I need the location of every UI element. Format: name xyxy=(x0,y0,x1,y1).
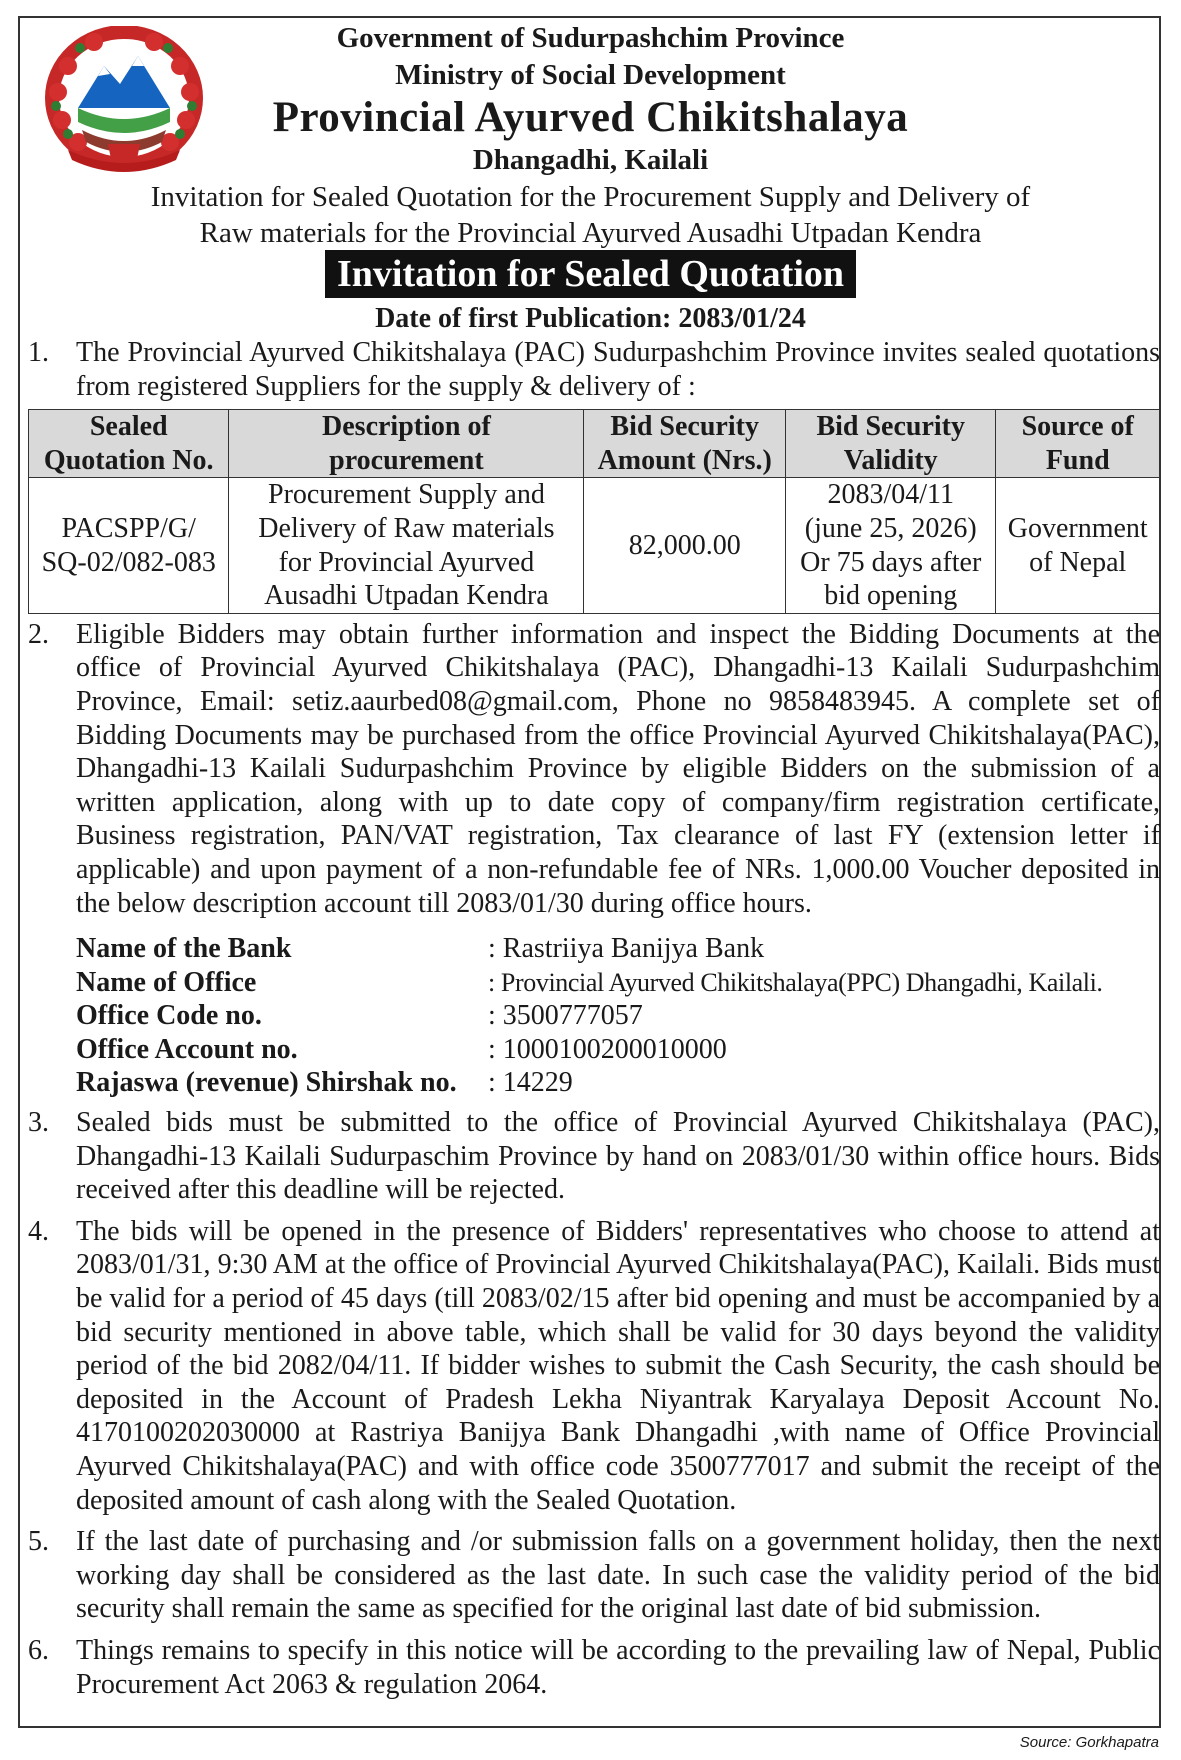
list-item xyxy=(28,1215,1160,1517)
cell-description: Procurement Supply and Delivery of Raw materials for Provincial Ayurved Ausadhi Utpadan Kendra xyxy=(229,478,584,613)
list-item xyxy=(28,1106,1160,1207)
header-bid-security-amount: Bid Security Amount (Nrs.) xyxy=(584,410,786,478)
item-number: 2. xyxy=(28,618,49,650)
bank-details xyxy=(76,932,1160,1100)
bank-value: : Rastriiya Banijya Bank xyxy=(488,933,765,965)
bank-row xyxy=(76,999,1160,1033)
header-bid-security-validity: Bid Security Validity xyxy=(785,410,996,478)
ministry-name: Ministry of Social Development xyxy=(395,59,786,91)
bank-row xyxy=(76,1033,1160,1067)
header-source-of-fund: Source of Fund xyxy=(996,410,1160,478)
table-row xyxy=(29,478,1160,613)
item-text: Eligible Bidders may obtain further information and inspect the Bidding Documents at the office of Provincial Ayurved Chikitshalaya (PAC), Dhangadhi-13 Kailali Sudurpashchim Province, Email: setiz.aaurbed08@gmail.com, Phone no 9858483945. A complete set of Bidding Documents may be purchased from the office Provincial Ayurved Chikitshalaya(PAC), Dhangadhi-13 Kailali Sudurpashchim Province by eligible Bidders on the submission of a written application, along with up to date copy of company/firm registration certificate, Business registration, PAN/VAT registration, Tax clearance of last FY (extension letter if applicable) and upon payment of a non-refundable fee of NRs. 1,000.00 Voucher deposited in the below description account till 2083/01/30 during office hours. xyxy=(76,618,1160,919)
bank-value: : Provincial Ayurved Chikitshalaya(PPC) Dhangadhi, Kailali. xyxy=(488,967,1103,997)
publication-date: Date of first Publication: 2083/01/24 xyxy=(375,303,806,334)
bank-key: Office Account no. xyxy=(76,1033,298,1065)
list-item xyxy=(28,1525,1160,1626)
bank-row xyxy=(76,932,1160,966)
cell-quotation-no: PACSPP/G/ SQ-02/082-083 xyxy=(29,478,229,613)
bank-row xyxy=(76,966,1160,1000)
source-credit: Source: Gorkhapatra xyxy=(1019,1734,1159,1751)
notice-banner: Invitation for Sealed Quotation xyxy=(325,250,856,298)
item-text: The Provincial Ayurved Chikitshalaya (PAC) Sudurpashchim Province invites sealed quotations from registered Suppliers for the supply & delivery of : xyxy=(76,337,1160,402)
header-description: Description of procurement xyxy=(229,410,584,478)
subtitle-line-1: Invitation for Sealed Quotation for the Procurement Supply and Delivery of xyxy=(150,181,1031,213)
item-number: 3. xyxy=(28,1107,49,1139)
bank-key: Name of the Bank xyxy=(76,933,292,965)
list-item xyxy=(28,336,1160,403)
item-text: Sealed bids must be submitted to the office of Provincial Ayurved Chikitshalaya (PAC), Dhangadhi-13 Kailali Sudurpaschim Province by hand on 2083/01/30 within office hours. Bids received after this deadline will be rejected. xyxy=(76,1107,1160,1206)
cell-amount: 82,000.00 xyxy=(584,478,786,613)
bank-row xyxy=(76,1066,1160,1100)
list-item xyxy=(28,1634,1160,1701)
notice-header xyxy=(0,20,1181,250)
table-header-row xyxy=(29,410,1160,478)
banner-wrap xyxy=(0,250,1181,298)
bank-key: Rajaswa (revenue) Shirshak no. xyxy=(76,1067,457,1099)
header-quotation-no: Sealed Quotation No. xyxy=(29,410,229,478)
list-item xyxy=(28,618,1160,920)
subtitle-line-2: Raw materials for the Provincial Ayurved Ausadhi Utpadan Kendra xyxy=(199,217,982,249)
item-number: 6. xyxy=(28,1634,49,1666)
notice-body xyxy=(28,336,1160,1701)
bank-key: Name of Office xyxy=(76,966,257,998)
bank-value: : 1000100200010000 xyxy=(488,1033,727,1065)
office-address: Dhangadhi, Kailali xyxy=(472,144,709,176)
cell-validity: 2083/04/11 (june 25, 2026) Or 75 days after bid opening xyxy=(785,478,996,613)
item-number: 1. xyxy=(28,337,49,368)
office-name: Provincial Ayurved Chikitshalaya xyxy=(272,94,909,141)
cell-fund: Government of Nepal xyxy=(996,478,1160,613)
item-text: The bids will be opened in the presence of Bidders' representatives who choose to attend at 2083/01/31, 9:30 AM at the office of Provincial Ayurved Chikitshalaya(PAC), Kailali. Bids must be valid for a period of 45 days (till 2083/02/15 after bid opening and must be accompanied by a bid security mentioned in above table, which shall be valid for 30 days beyond the validity period of the bid 2082/04/11. If bidder wishes to submit the Cash Security, the cash should be deposited in the Account of Pradesh Lekha Niyantrak Karyalaya Deposit Account No. 4170100202030000 at Rastriya Banijya Bank Dhangadhi ,with name of Office Provincial Ayurved Chikitshalaya(PAC) and with office code 3500777017 and submit the receipt of the deposited amount of cash along with the Sealed Quotation. xyxy=(76,1215,1160,1516)
quotation-table xyxy=(28,409,1160,614)
item-number: 5. xyxy=(28,1526,49,1558)
bank-value: : 3500777057 xyxy=(488,1000,643,1032)
bank-value: : 14229 xyxy=(488,1067,573,1099)
item-number: 4. xyxy=(28,1215,49,1247)
government-name: Government of Sudurpashchim Province xyxy=(336,22,845,54)
item-text: Things remains to specify in this notice will be according to the prevailing law of Nepal, Public Procurement Act 2063 & regulation 2064. xyxy=(76,1634,1160,1700)
item-text: If the last date of purchasing and /or submission falls on a government holiday, then the next working day shall be considered as the last date. In such case the validity period of the bid security shall remain the same as specified for the original last date of bid submission. xyxy=(76,1526,1160,1625)
bank-key: Office Code no. xyxy=(76,1000,262,1032)
